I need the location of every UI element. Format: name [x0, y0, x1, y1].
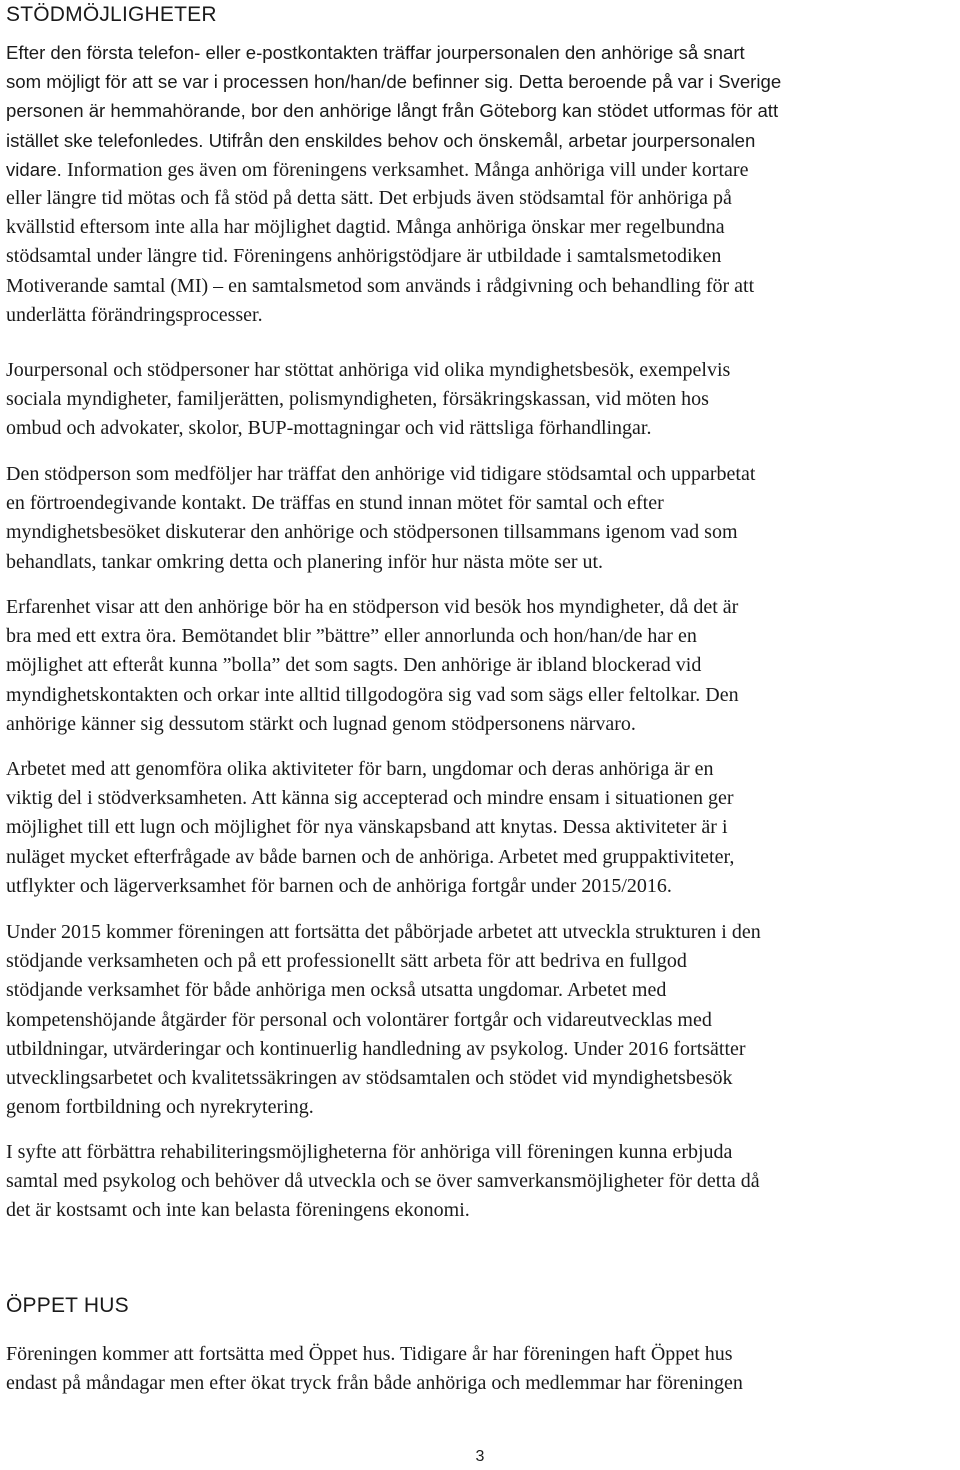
- text-run: som möjligt för att se var i processen hon/han/de befinner sig. Detta beroende på var i Sverige: [6, 71, 782, 93]
- paragraph-lines: [6, 918, 956, 1122]
- text-run: Motiverande samtal (MI) – en samtalsmetod som används i rådgivning och behandling för att: [6, 274, 755, 297]
- text-line: Jourpersonal och stödpersoner har stöttat anhöriga vid olika myndighetsbesök, exempelvis: [6, 359, 731, 381]
- paragraph-lines: [6, 593, 956, 739]
- text-line: [6, 242, 956, 271]
- text-line: Erfarenhet visar att den anhörige bör ha en stödperson vid besök hos myndigheter, då det är: [6, 596, 739, 618]
- text-run: istället ske telefonledes.: [6, 129, 209, 151]
- text-line: stödjande verksamhet för både anhöriga men också utsatta ungdomar. Arbetet med: [6, 979, 667, 1002]
- text-line: [6, 213, 956, 242]
- page-number: 3: [475, 1448, 485, 1465]
- text-run: Föreningens anhörigstödjare är utbildade i samtalsmetodiken: [233, 245, 722, 268]
- text-line: utbildningar, utvärderingar och kontinuerlig handledning av psykolog. Under 2016 fortsätter: [6, 1037, 746, 1060]
- text-line: genom fortbildning och nyrekrytering.: [6, 1096, 314, 1119]
- text-line: möjlighet till ett lugn och möjlighet för nya vänskapsband att knytas. Dessa aktiviteter är i: [6, 816, 728, 839]
- text-line: utvecklingsarbetet och kvalitetssäkringen av stödsamtalen och stödet vid myndighetsbesök: [6, 1066, 733, 1089]
- paragraph-intro: [6, 38, 956, 330]
- text-line: [6, 155, 956, 184]
- text-line: samtal med psykolog och behöver då utveckla och se över samverkansmöjligheter för detta då: [6, 1170, 760, 1193]
- text-run: personen är hemmahörande, bor den anhörige långt från Göteborg kan stödet utformas för att: [6, 100, 779, 122]
- text-line: sociala myndigheter, familjerätten, polismyndigheten, försäkringskassan, vid möten hos: [6, 388, 709, 411]
- text-run: Efter den första telefon- eller e-postkontakten träffar jourpersonalen den anhörige så snart: [6, 42, 745, 63]
- text-run: Det erbjuds även stödsamtal för anhöriga på: [378, 186, 732, 209]
- text-line: [6, 301, 956, 330]
- paragraph-lines: [6, 1340, 956, 1398]
- paragraph-lines: [6, 460, 956, 577]
- section-heading-oppet-hus: ÖPPET HUS: [6, 1294, 129, 1317]
- text-line: [6, 38, 956, 67]
- text-line: anhörige känner sig dessutom stärkt och lugnad genom stödpersonens närvaro.: [6, 712, 636, 735]
- text-line: Arbetet med att genomföra olika aktiviteter för barn, ungdomar och deras anhöriga är en: [6, 758, 714, 780]
- paragraph-utveckling-2015: [6, 918, 956, 1122]
- text-line: nuläget mycket efterfrågade av både barnen och de anhöriga. Arbetet med gruppaktiviteter,: [6, 845, 735, 868]
- paragraph-myndighetsbesok: [6, 356, 956, 444]
- text-line: [6, 67, 956, 96]
- text-line: det är kostsamt och inte kan belasta föreningens ekonomi.: [6, 1199, 470, 1222]
- text-run: Information ges även om föreningens verksamhet.: [66, 158, 475, 181]
- text-line: stödjande verksamheten och på ett professionellt sätt arbeta för att bedriva en fullgod: [6, 950, 687, 973]
- paragraph-lines: [6, 755, 956, 901]
- section-heading-stodmojligheter: STÖDMÖJLIGHETER: [6, 3, 217, 26]
- text-run: eller längre tid mötas och få stöd på detta sätt.: [6, 186, 379, 209]
- text-run: kvällstid eftersom inte alla har möjlighet dagtid.: [6, 216, 396, 239]
- text-line: Den stödperson som medföljer har träffat den anhörige vid tidigare stödsamtal och upparbetat: [6, 463, 756, 485]
- text-line: bra med ett extra öra. Bemötandet blir ”bättre” eller annorlunda och hon/han/de har en: [6, 625, 697, 648]
- paragraph-intro-lines: [6, 38, 956, 330]
- text-line: behandlats, tankar omkring detta och planering inför hur nästa möte ser ut.: [6, 550, 604, 573]
- text-line: I syfte att förbättra rehabiliteringsmöjligheterna för anhöriga vill föreningen kunna erbjuda: [6, 1141, 733, 1163]
- text-line: endast på måndagar men efter ökat tryck från både anhöriga och medlemmar har föreningen: [6, 1372, 743, 1395]
- text-run: Många anhöriga vill under kortare: [474, 158, 749, 181]
- paragraph-stodperson: [6, 460, 956, 577]
- text-line: utflykter och lägerverksamhet för barnen och de anhöriga fortgår under 2015/2016.: [6, 874, 672, 897]
- paragraph-lines: [6, 1138, 956, 1226]
- text-line: en förtroendegivande kontakt. De träffas en stund innan mötet för samtal och efter: [6, 492, 664, 515]
- text-line: [6, 272, 956, 301]
- paragraph-rehabilitering: [6, 1138, 956, 1226]
- text-line: viktig del i stödverksamheten. Att känna sig accepterad och mindre ensam i situationen ger: [6, 787, 734, 810]
- text-line: [6, 126, 956, 155]
- text-line: [6, 184, 956, 213]
- paragraph-oppet-hus: [6, 1340, 956, 1398]
- text-run: stödsamtal under längre tid.: [6, 245, 234, 268]
- text-line: kompetenshöjande åtgärder för personal och volontärer fortgår och vidareutvecklas med: [6, 1008, 712, 1031]
- text-line: ombud och advokater, skolor, BUP-mottagningar och vid rättsliga förhandlingar.: [6, 417, 652, 440]
- text-run: underlätta förändringsprocesser.: [6, 303, 263, 326]
- paragraph-erfarenhet: [6, 593, 956, 739]
- text-line: [6, 96, 956, 125]
- paragraph-lines: [6, 356, 956, 444]
- text-line: myndighetsbesöket diskuterar den anhörige och stödpersonen tillsammans igenom vad som: [6, 521, 738, 544]
- text-line: myndighetskontakten och orkar inte alltid tillgodogöra sig vad som sägs eller feltolkar. Den: [6, 683, 739, 706]
- text-run: vidare.: [6, 158, 67, 180]
- text-line: Under 2015 kommer föreningen att fortsätta det påbörjade arbetet att utveckla strukturen i den: [6, 921, 761, 943]
- text-run: Många anhöriga önskar mer regelbundna: [395, 216, 725, 239]
- text-run: Utifrån den enskildes behov och önskemål, arbetar jourpersonalen: [208, 129, 756, 151]
- text-line: Föreningen kommer att fortsätta med Öppet hus. Tidigare år har föreningen haft Öppet hus: [6, 1343, 733, 1365]
- text-line: möjlighet att efteråt kunna ”bolla” det som sagts. Den anhörige är ibland blockerad vid: [6, 654, 702, 677]
- paragraph-aktiviteter: [6, 755, 956, 901]
